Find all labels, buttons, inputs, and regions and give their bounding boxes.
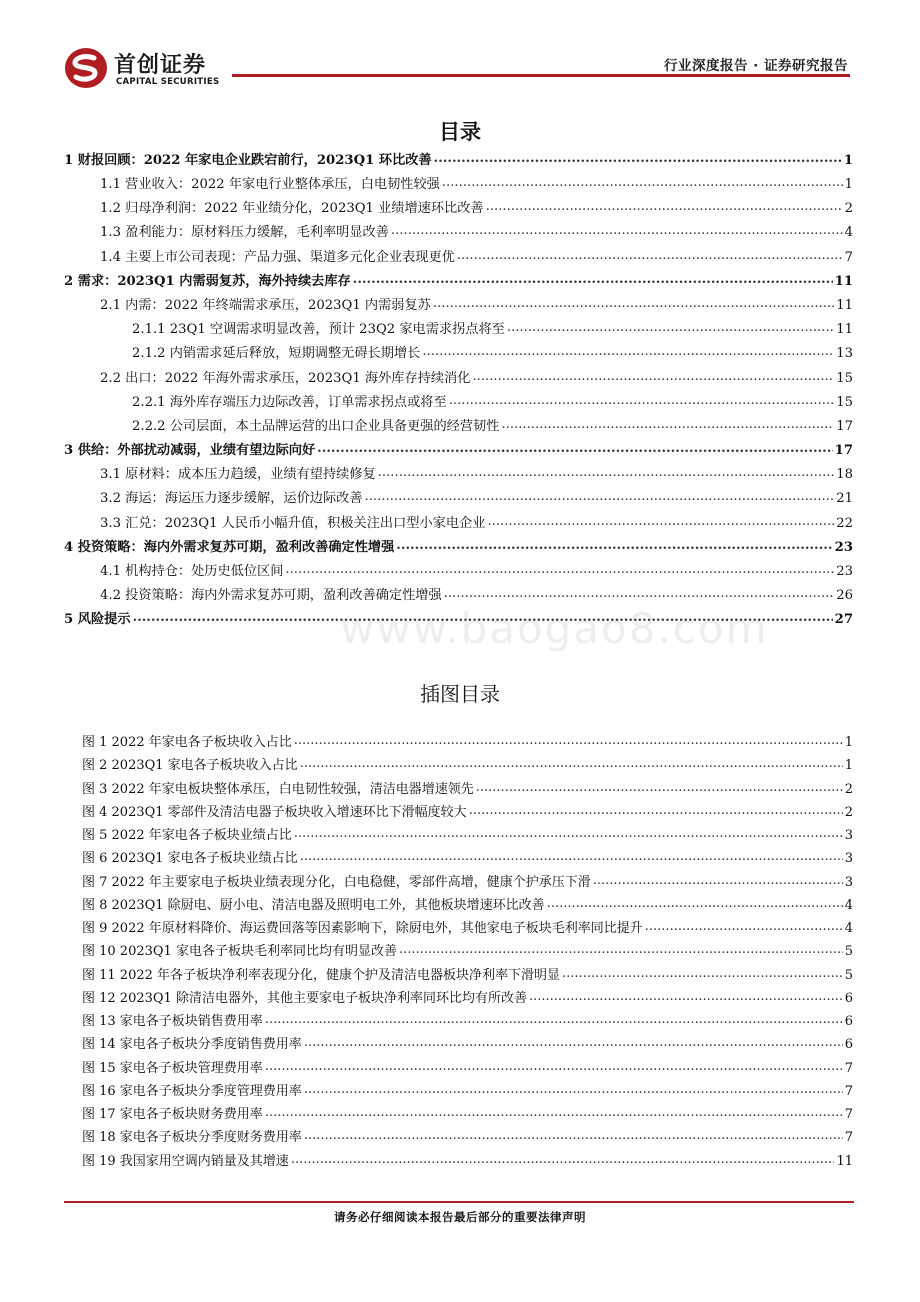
figure-entry[interactable]	[82, 984, 853, 1006]
toc-leader-dots	[507, 319, 834, 337]
toc-entry-title: 2.2.2 公司层面，本土品牌运营的出口企业具备更强的经营韧性	[132, 419, 500, 434]
toc-entry-title: 4.1 机构持仓：处历史低位区间	[100, 564, 284, 579]
toc-entry[interactable]	[100, 364, 853, 386]
figure-entry-page: 6	[844, 990, 853, 1006]
figure-entry[interactable]	[82, 751, 853, 773]
figure-entry[interactable]	[82, 868, 853, 890]
toc-leader-dots	[442, 174, 843, 192]
toc-entry-title: 2.2.1 海外库存端压力边际改善，订单需求拐点或将至	[132, 395, 447, 410]
figure-entry-title: 图 6 2023Q1 家电各子板块业绩占比	[82, 851, 298, 867]
watermark: www.baogao8.com	[340, 604, 769, 653]
figure-entry-page: 3	[844, 828, 853, 843]
toc-title: 目录	[439, 120, 481, 144]
company-name-en: CAPITAL SECURITIES	[116, 77, 220, 87]
toc-leader-dots	[487, 513, 834, 531]
toc-entry[interactable]	[132, 315, 853, 337]
company-logo-icon	[64, 46, 108, 90]
figure-leader-dots	[645, 918, 843, 936]
figure-leader-dots	[265, 1058, 843, 1076]
figure-entry-page: 2	[844, 804, 853, 820]
toc-entry-page: 11	[834, 274, 853, 289]
figure-entry-page: 1	[844, 735, 853, 750]
header-divider	[232, 74, 850, 77]
toc-entry-title: 1.3 盈利能力：原材料压力缓解，毛利率明显改善	[100, 225, 389, 240]
figure-entry-title: 图 19 我国家用空调内销量及其增速	[82, 1153, 289, 1169]
toc-entry-page: 17	[834, 443, 853, 458]
figure-entry[interactable]	[82, 844, 853, 866]
figure-leader-dots	[593, 872, 843, 890]
figure-leader-dots	[399, 941, 843, 959]
toc-entry-title: 5 风险提示	[64, 612, 131, 627]
toc-entry[interactable]	[100, 509, 853, 531]
figure-entry[interactable]	[82, 1054, 853, 1076]
figure-leader-dots	[265, 1104, 843, 1122]
figure-entry-title: 图 5 2022 年家电各子板块业绩占比	[82, 828, 292, 843]
figure-entry[interactable]	[82, 821, 853, 843]
figure-entry-page: 6	[844, 1037, 853, 1053]
toc-entry[interactable]	[64, 146, 853, 168]
toc-entry-title: 1.4 主要上市公司表现：产品力强、渠道多元化企业表现更优	[100, 250, 455, 265]
toc-entry[interactable]	[100, 170, 853, 192]
toc-leader-dots	[378, 464, 834, 482]
toc-entry-page: 7	[844, 250, 853, 265]
figure-leader-dots	[562, 965, 843, 983]
figure-leader-dots	[265, 1011, 843, 1029]
toc-entry-page: 11	[836, 322, 853, 337]
toc-leader-dots	[449, 392, 835, 410]
figure-entry-title: 图 10 2023Q1 家电各子板块毛利率同比均有明显改善	[82, 944, 397, 960]
figure-entry[interactable]	[82, 1007, 853, 1029]
figure-entry-title: 图 18 家电各子板块分季度财务费用率	[82, 1130, 302, 1146]
toc-entry-title: 3.3 汇兑：2023Q1 人民币小幅升值，积极关注出口型小家电企业	[100, 516, 486, 531]
figure-entry[interactable]	[82, 1100, 853, 1122]
toc-leader-dots	[396, 537, 832, 555]
toc-entry-page: 26	[836, 588, 853, 603]
figure-entry-page: 1	[844, 758, 853, 774]
figure-entry-title: 图 3 2022 年家电板块整体承压，白电韧性较强，清洁电器增速领先	[82, 781, 474, 797]
figure-entry-title: 图 16 家电各子板块分季度管理费用率	[82, 1083, 302, 1099]
figure-entry-page: 7	[844, 1107, 853, 1122]
toc-entry-page: 23	[836, 564, 853, 579]
toc-entry[interactable]	[100, 218, 853, 240]
toc-entry-title: 2.1.1 23Q1 空调需求明显改善，预计 23Q2 家电需求拐点将至	[132, 322, 505, 337]
figures-title: 插图目录	[420, 682, 500, 706]
toc-entry-title: 3.2 海运：海运压力逐步缓解，运价边际改善	[100, 491, 363, 506]
legal-notice: 请务必仔细阅读本报告最后部分的重要法律声明	[334, 1210, 586, 1224]
toc-entry-page: 22	[836, 516, 853, 531]
figure-entry-title: 图 13 家电各子板块销售费用率	[82, 1014, 263, 1029]
toc-leader-dots	[433, 295, 834, 313]
toc-entry-title: 3 供给：外部扰动减弱，业绩有望边际向好	[64, 443, 316, 458]
figure-leader-dots	[529, 988, 843, 1006]
toc-leader-dots	[472, 368, 834, 386]
figure-leader-dots	[469, 802, 843, 820]
toc-entry[interactable]	[100, 291, 853, 313]
toc-leader-dots	[365, 488, 835, 506]
toc-leader-dots	[434, 150, 842, 168]
toc-entry-page: 11	[836, 298, 853, 313]
toc-entry[interactable]	[64, 267, 853, 289]
toc-entry-page: 18	[836, 467, 853, 482]
toc-entry[interactable]	[100, 460, 853, 482]
toc-leader-dots	[391, 222, 843, 240]
figure-entry[interactable]	[82, 1123, 853, 1145]
figure-entry-page: 7	[844, 1083, 853, 1099]
figure-entry[interactable]	[82, 1147, 853, 1169]
toc-entry-page: 1	[843, 153, 853, 168]
figure-entry-page: 7	[844, 1060, 853, 1076]
company-logo	[64, 46, 244, 94]
toc-entry[interactable]	[100, 557, 853, 579]
toc-entry-page: 27	[834, 612, 853, 627]
toc-entry-page: 4	[844, 225, 853, 240]
toc-entry-title: 1.1 营业收入：2022 年家电行业整体承压，白电韧性较强	[100, 177, 440, 192]
toc-entry-title: 2.1.2 内销需求延后释放，短期调整无碍长期增长	[132, 346, 421, 361]
toc-leader-dots	[317, 440, 833, 458]
figure-entry-title: 图 1 2022 年家电各子板块收入占比	[82, 735, 292, 750]
toc-entry-title: 1.2 归母净利润：2022 年业绩分化，2023Q1 业绩增速环比改善	[100, 201, 484, 216]
toc-entry-title: 2 需求：2023Q1 内需弱复苏，海外持续去库存	[64, 274, 351, 289]
figure-entry[interactable]	[82, 798, 853, 820]
toc-entry-page: 1	[844, 177, 853, 192]
company-name-cn: 首创证券	[114, 53, 207, 78]
toc-entry-page: 2	[844, 201, 853, 216]
toc-entry-page: 15	[836, 371, 853, 386]
figure-entry[interactable]	[82, 1077, 853, 1099]
figure-entry-page: 4	[844, 921, 853, 936]
toc-entry[interactable]	[100, 484, 853, 506]
figure-entry-page: 2	[844, 781, 853, 797]
report-type: 行业深度报告 · 证券研究报告	[663, 58, 848, 74]
figure-entry-page: 3	[844, 851, 853, 867]
figure-entry-title: 图 14 家电各子板块分季度销售费用率	[82, 1037, 302, 1053]
toc-entry[interactable]	[132, 412, 853, 434]
toc-entry-page: 21	[836, 491, 853, 506]
footer-divider	[64, 1201, 854, 1203]
figure-leader-dots	[300, 755, 843, 773]
figure-entry[interactable]	[82, 728, 853, 750]
toc-leader-dots	[444, 585, 835, 603]
figure-entry-title: 图 15 家电各子板块管理费用率	[82, 1060, 263, 1076]
toc-entry[interactable]	[100, 194, 853, 216]
figure-leader-dots	[304, 1127, 843, 1145]
toc-entry-title: 2.1 内需：2022 年终端需求承压，2023Q1 内需弱复苏	[100, 298, 431, 313]
toc-entry[interactable]	[64, 436, 853, 458]
figure-entry-title: 图 11 2022 年各子板块净利率表现分化，健康个护及清洁电器板块净利率下滑明显	[82, 967, 561, 983]
toc-entry-title: 3.1 原材料：成本压力趋缓，业绩有望持续修复	[100, 467, 376, 482]
figure-leader-dots	[476, 779, 843, 797]
figure-entry-title: 图 8 2023Q1 除厨电、厨小电、清洁电器及照明电工外，其他板块增速环比改善	[82, 897, 545, 913]
figure-entry-page: 4	[844, 897, 853, 913]
figure-entry[interactable]	[82, 891, 853, 913]
figure-entry-page: 7	[844, 1130, 853, 1146]
figure-entry-page: 5	[844, 967, 853, 983]
figure-entry-page: 5	[844, 944, 853, 960]
toc-entry-title: 2.2 出口：2022 年海外需求承压，2023Q1 海外库存持续消化	[100, 371, 471, 386]
figure-leader-dots	[294, 825, 843, 843]
figure-entry-title: 图 17 家电各子板块财务费用率	[82, 1107, 263, 1122]
figure-leader-dots	[291, 1151, 835, 1169]
figure-leader-dots	[547, 895, 843, 913]
toc-leader-dots	[486, 198, 843, 216]
figure-entry-title: 图 9 2022 年原材料降价、海运费回落等因素影响下，除厨电外，其他家电子板块毛利率同比提升	[82, 921, 643, 936]
figure-leader-dots	[304, 1081, 843, 1099]
toc-entry-page: 13	[836, 346, 853, 361]
figure-entry[interactable]	[82, 961, 853, 983]
toc-entry-page: 15	[836, 395, 853, 410]
toc-entry[interactable]	[132, 339, 853, 361]
toc-entry-title: 1 财报回顾：2022 年家电企业跌宕前行，2023Q1 环比改善	[64, 153, 432, 168]
figure-entry-page: 6	[844, 1014, 853, 1029]
figure-entry[interactable]	[82, 937, 853, 959]
toc-leader-dots	[353, 271, 833, 289]
figure-entry[interactable]	[82, 1030, 853, 1052]
toc-entry[interactable]	[64, 533, 853, 555]
toc-leader-dots	[422, 343, 834, 361]
figure-entry-title: 图 7 2022 年主要家电子板块业绩表现分化，白电稳健，零部件高增，健康个护承压下滑	[82, 874, 591, 890]
toc-entry-title: 4.2 投资策略：海内外需求复苏可期，盈利改善确定性增强	[100, 588, 442, 603]
toc-leader-dots	[457, 247, 843, 265]
figure-entry-page: 3	[844, 874, 853, 890]
figure-entry-page: 11	[836, 1153, 853, 1169]
figure-leader-dots	[294, 732, 843, 750]
figure-leader-dots	[304, 1034, 843, 1052]
figure-entry-title: 图 12 2023Q1 除清洁电器外，其他主要家电子板块净利率同环比均有所改善	[82, 990, 527, 1006]
toc-entry[interactable]	[100, 581, 853, 603]
toc-entry-page: 23	[834, 540, 853, 555]
toc-entry[interactable]	[132, 388, 853, 410]
figure-entry-title: 图 2 2023Q1 家电各子板块收入占比	[82, 758, 298, 774]
toc-entry[interactable]	[100, 243, 853, 265]
figure-leader-dots	[300, 848, 843, 866]
figure-entry-title: 图 4 2023Q1 零部件及清洁电器子板块收入增速环比下滑幅度较大	[82, 804, 467, 820]
toc-entry-title: 4 投资策略：海内外需求复苏可期，盈利改善确定性增强	[64, 540, 395, 555]
figure-entry[interactable]	[82, 775, 853, 797]
toc-leader-dots	[501, 416, 834, 434]
toc-entry-page: 17	[836, 419, 853, 434]
toc-leader-dots	[285, 561, 834, 579]
page-header	[0, 0, 920, 100]
figure-entry[interactable]	[82, 914, 853, 936]
